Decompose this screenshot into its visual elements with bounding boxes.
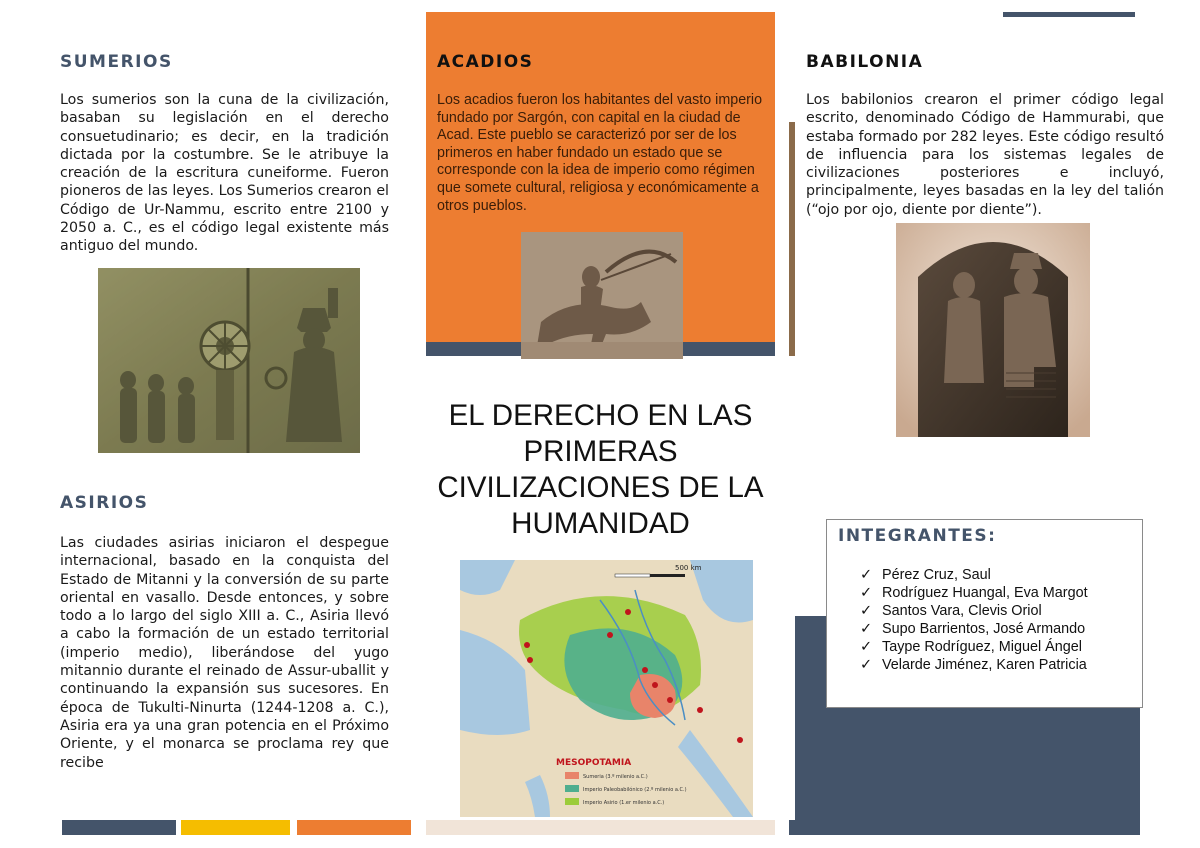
legend-label-babilonia: Imperio Paleobabilónico (2.º milenio a.C.): [583, 787, 687, 793]
bottom-bar-orange: [297, 820, 411, 835]
sumerian-relief-image: [98, 268, 360, 453]
check-icon: ✓: [860, 621, 873, 637]
acadios-text: Los acadios fueron los habitantes del vasto imperio fundado por Sargón, con capital en la ciudad de Acad. Este pueblo se caracterizó por ser de los primeros en haber fundado un estado que se corresponde con la idea de imperio como régimen que somete cultural, religiosa y económicamente a otros pueblos.: [437, 92, 763, 214]
integrante-name: Velarde Jiménez, Karen Patricia: [882, 657, 1087, 673]
check-icon: ✓: [860, 567, 873, 583]
integrante-item: [860, 620, 1088, 638]
bottom-bar-slate: [62, 820, 176, 835]
check-icon: ✓: [860, 657, 873, 673]
sumerios-heading: SUMERIOS: [60, 52, 173, 72]
top-accent-bar: [1003, 12, 1135, 17]
integrante-item: [860, 656, 1088, 674]
integrante-item: [860, 584, 1088, 602]
integrante-name: Supo Barrientos, José Armando: [882, 621, 1086, 637]
legend-label-asiria: Imperio Asirio (1.er milenio a.C.): [583, 800, 665, 806]
legend-label-sumeria: Sumeria (3.º milenio a.C.): [583, 774, 648, 780]
map-scale-label: 500 km: [675, 564, 702, 572]
legend-swatch-sumeria: [565, 772, 579, 779]
bottom-bar-gold: [181, 820, 290, 835]
integrante-item: [860, 638, 1088, 656]
image-edge-strip: [789, 122, 795, 356]
asirios-heading: ASIRIOS: [60, 493, 149, 513]
asirios-text: Las ciudades asirias iniciaron el despegue internacional, basado en la conquista del Estado de Mitanni y la conversión de su parte oriental en vasallo. Desde entonces, y sobre todo a lo largo del siglo XIII a. C., Asiria llevó a cabo la formación de un estado territorial (imperio medio), liberándose del yugo mitannio durante el reinado de Assur-uballit y continuando la expansión sus sucesores. En época de Tukulti-Ninurta (1244-1208 a. C.), Asiria era ya una gran potencia en el Próximo Oriente, y el monarca se proclama rey que recibe: [60, 535, 389, 771]
integrante-item: [860, 602, 1088, 620]
hammurabi-stele-image: [896, 223, 1090, 437]
babilonia-heading: BABILONIA: [806, 52, 924, 72]
map-legend-title: MESOPOTAMIA: [556, 758, 632, 768]
acadios-heading: ACADIOS: [437, 52, 534, 72]
check-icon: ✓: [860, 639, 873, 655]
bottom-bar-slate-right: [789, 820, 1140, 835]
legend-swatch-babilonia: [565, 785, 579, 792]
integrante-name: Rodríguez Huangal, Eva Margot: [882, 585, 1088, 601]
akkadian-archer-relief-image: [521, 232, 683, 359]
babilonia-text: Los babilonios crearon el primer código legal escrito, denominado Código de Hammurabi, que estaba formado por 282 leyes. Este código resultó de influencia para los sistemas legales de civilizaciones posteriores e incluyó, principalmente, leyes basadas en la ley del talión (“ojo por ojo, diente por diente”).: [806, 92, 1164, 218]
mesopotamia-map: [460, 560, 753, 817]
check-icon: ✓: [860, 603, 873, 619]
integrante-name: Taype Rodríguez, Miguel Ángel: [882, 639, 1082, 655]
integrante-name: Santos Vara, Clevis Oriol: [882, 603, 1042, 619]
integrantes-list: [860, 566, 1088, 674]
legend-swatch-asiria: [565, 798, 579, 805]
bottom-image-strip: [426, 820, 775, 835]
check-icon: ✓: [860, 585, 873, 601]
integrante-name: Pérez Cruz, Saul: [882, 567, 991, 583]
integrante-item: [860, 566, 1088, 584]
sumerios-text: Los sumerios son la cuna de la civilización, basaban su legislación en el derecho consuetudinario; es decir, en la tradición dictada por la costumbre. Se le atribuye la creación de la escritura cuneiforme. Fueron pioneros de las leyes. Los Sumerios crearon el Código de Ur-Nammu, escrito entre 2100 y 2050 a. C., es el código legal existente más antiguo del mundo.: [60, 92, 389, 255]
page-title: EL DERECHO EN LAS PRIMERAS CIVILIZACIONES DE LA HUMANIDAD: [437, 399, 764, 540]
integrantes-heading: INTEGRANTES:: [838, 526, 997, 546]
